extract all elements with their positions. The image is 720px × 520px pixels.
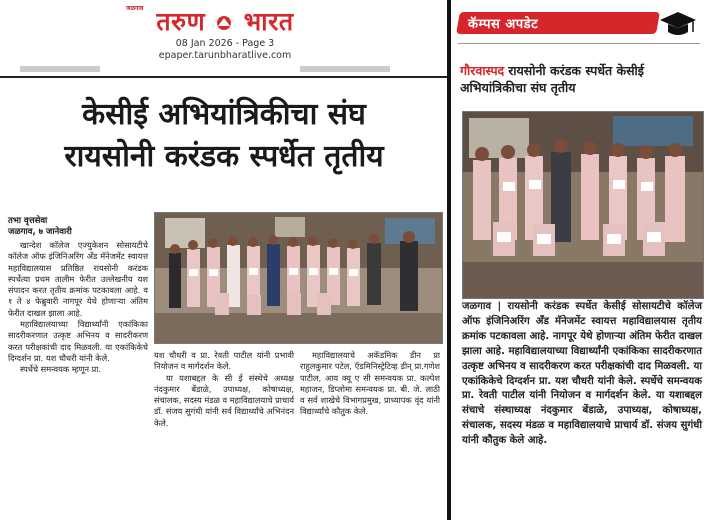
headline-line1: केसीई अभियांत्रिकीचा संघ bbox=[82, 97, 366, 132]
masthead-edition: जळगाव bbox=[126, 5, 144, 12]
team-photo bbox=[154, 212, 443, 344]
byline-agency: तभा वृत्तसेवा bbox=[8, 216, 48, 226]
article-column-3 bbox=[300, 350, 440, 418]
team-photo-illustration bbox=[155, 213, 442, 343]
kicker: गौरवास्पद bbox=[460, 63, 505, 78]
clipped-fragment bbox=[300, 66, 390, 72]
date-page: 08 Jan 2026 - Page 3 bbox=[175, 38, 275, 49]
campus-update-banner bbox=[458, 6, 700, 38]
page-info bbox=[150, 38, 300, 62]
headline bbox=[8, 94, 440, 178]
right-headline-text: रायसोनी करंडक स्पर्धेत केसीई अभियांत्रिकीचा संघ तृतीय bbox=[460, 63, 644, 95]
paragraph: खान्देश कॉलेज एज्युकेशन सोसायटीचे कॉलेज ऑफ इंजिनिअरिंग अँड मॅनेजमेंट स्वायत्त महाविद्यालयास प्रतिष्ठित रायसोनी करंडक स्पर्धेत्या प्रथम तालीम फेरीत उल्लेखनीय यश संपादन करत तृतीय क्रमांक पटकावला आहे. व १ ते ४ फेब्रुवारी नागपूर येथे होणाऱ्या अंतिम फेरीत दाखल झाला आहे. bbox=[8, 240, 148, 318]
headline-line2: रायसोनी करंडक स्पर्धेत तृतीय bbox=[64, 139, 384, 174]
paragraph: महाविद्यालयाचे अकॅडमिक डीन प्रा राहुलकुमार पटेल, ऍडमिनिस्ट्रेटिव्ह डीन् प्रा.गणेश पाटील, आय क्यू ए सी समन्वयक प्रा. कल्पेश महाजन, डिप्लोमा समन्वयक प्रा. बी. जे. लाठी व सर्व शाखेचे विभागप्रमुख, प्राध्यापक वृंद यांनी विद्यार्थ्यांचे कौतुक केले. bbox=[300, 350, 440, 417]
clipped-prev-text bbox=[0, 64, 447, 74]
separator-rule bbox=[458, 43, 700, 44]
brand-left: तरुण bbox=[156, 7, 206, 36]
masthead-logo bbox=[110, 6, 340, 38]
article-column-1 bbox=[8, 240, 148, 376]
team-photo-illustration bbox=[463, 112, 703, 298]
epaper-url[interactable]: epaper.tarunbharatlive.com bbox=[158, 50, 292, 61]
team-photo bbox=[462, 111, 704, 299]
paragraph: या यशाबद्दल के सी ई संस्थेचे अध्यक्ष नंदकुमार बेंडाळे, उपाध्यक्ष, कोषाध्यक्ष, संचालक, सदस्य मंडळ व महाविद्यालयाचे प्राचार्य डॉ. संजय सुगंधी यांनी सर्व विद्यार्थ्यांचे अभिनंदन केले. bbox=[154, 372, 294, 428]
right-article-body: जळगाव | रायसोनी करंडक स्पर्धेत केसीई सोसायटीचे कॉलेज ऑफ इंजिनिअरिंग अँड मॅनेजमेंट स्वायत्त महाविद्यालयास तृतीय क्रमांक पटकावला आहे. नागपूर येथे होणाऱ्या अंतिम फेरीत दाखल झाला आहे. महाविद्यालयाच्या विद्यार्थ्यांनी एकांकिका सादरीकरणात उत्कृष्ट अभिनय व सादरीकरण करत परीक्षकांची दाद मिळवली. या एकांकिकेचे दिग्दर्शन प्रा. यश चौधरी यांनी केले. स्पर्धेचे समन्वयक प्रा. रेवती पाटील यांनी नियोजन व मार्गदर्शन केले. या यशाबद्दल संचाचे संस्थाध्यक्ष नंदकुमार बेंडाळे, उपाध्यक्ष, कोषाध्यक्ष, संचालक, सदस्य मंडळ व महाविद्यालयाचे प्राचार्य डॉ. संजय सुगंधी यांनी कौतुक केले आहे. bbox=[462, 301, 702, 447]
byline bbox=[8, 216, 72, 238]
graduation-cap-icon bbox=[658, 8, 698, 38]
brand-right: भारत bbox=[243, 7, 294, 36]
masthead bbox=[110, 4, 340, 38]
separator-rule bbox=[0, 76, 447, 78]
right-headline bbox=[460, 62, 705, 96]
paragraph: यश चौधरी व प्रा. रेवती पाटील यांनी प्रभावी नियोजन व मार्गदर्शन केले. bbox=[154, 350, 294, 372]
paragraph: स्पर्धेचे समन्वयक म्हणून प्रा. bbox=[20, 364, 102, 375]
logo-emblem-icon bbox=[214, 14, 234, 32]
paragraph: महाविद्यालयाच्या विद्यार्थ्यांनी एकांकिका सादरीकरणात उत्कृष्ट अभिनय व सादरीकरण करत परीक्षकांची दाद मिळवली. या एकांकिकेचे दिग्दर्शन प्रा. यश चौधरी यांनी केले. bbox=[8, 319, 148, 363]
article-column-2 bbox=[154, 350, 294, 429]
banner-title: कॅम्पस अपडेट bbox=[468, 17, 539, 32]
clipped-fragment bbox=[20, 66, 100, 72]
dateline: जळगाव, ७ जानेवारी bbox=[8, 227, 72, 237]
